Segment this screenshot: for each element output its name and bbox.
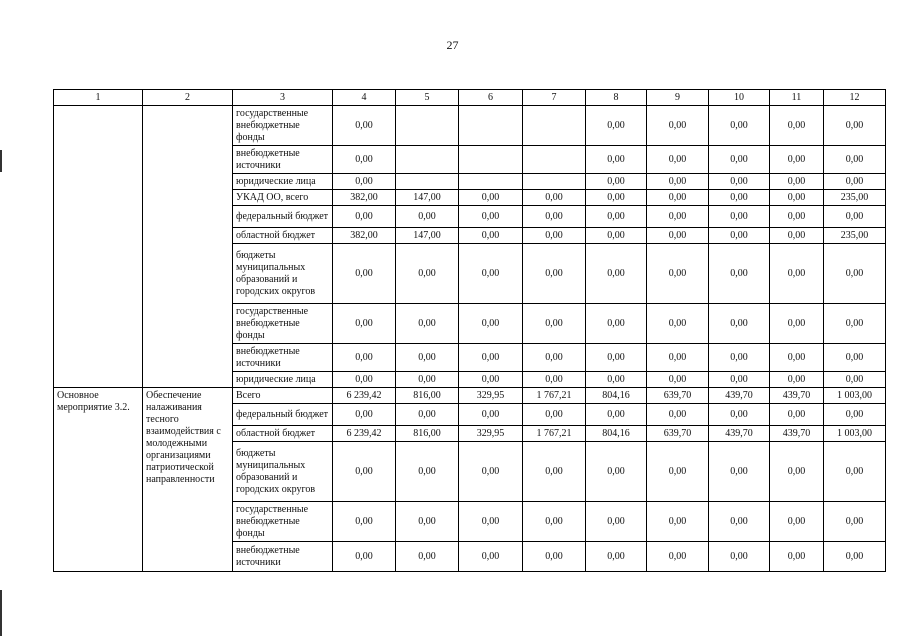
amount-cell: 0,00: [647, 174, 709, 190]
amount-cell: 0,00: [586, 442, 647, 502]
amount-cell: [523, 106, 586, 146]
amount-cell: 0,00: [647, 304, 709, 344]
amount-cell: [396, 174, 459, 190]
amount-cell: 0,00: [523, 542, 586, 572]
amount-cell: 0,00: [333, 206, 396, 228]
amount-cell: 0,00: [523, 372, 586, 388]
amount-cell: 0,00: [647, 344, 709, 372]
amount-cell: 0,00: [396, 442, 459, 502]
amount-cell: 0,00: [709, 228, 770, 244]
header-cell: 11: [770, 90, 824, 106]
amount-cell: 0,00: [523, 244, 586, 304]
amount-cell: 639,70: [647, 426, 709, 442]
amount-cell: 0,00: [770, 244, 824, 304]
amount-cell: 0,00: [396, 372, 459, 388]
amount-cell: 1 767,21: [523, 426, 586, 442]
funding-source-cell: государственные внебюджетные фонды: [233, 304, 333, 344]
amount-cell: 0,00: [709, 502, 770, 542]
amount-cell: 0,00: [709, 146, 770, 174]
amount-cell: 0,00: [333, 344, 396, 372]
amount-cell: 0,00: [770, 442, 824, 502]
amount-cell: [396, 146, 459, 174]
amount-cell: 0,00: [523, 304, 586, 344]
amount-cell: 0,00: [647, 106, 709, 146]
amount-cell: 0,00: [586, 502, 647, 542]
amount-cell: 0,00: [523, 442, 586, 502]
amount-cell: 0,00: [824, 206, 886, 228]
amount-cell: 0,00: [647, 404, 709, 426]
amount-cell: 0,00: [647, 228, 709, 244]
amount-cell: 0,00: [586, 304, 647, 344]
amount-cell: 0,00: [459, 502, 523, 542]
amount-cell: 0,00: [333, 146, 396, 174]
amount-cell: 0,00: [459, 542, 523, 572]
amount-cell: 6 239,42: [333, 388, 396, 404]
amount-cell: 0,00: [770, 344, 824, 372]
amount-cell: 0,00: [333, 404, 396, 426]
amount-cell: 1 003,00: [824, 388, 886, 404]
amount-cell: 0,00: [523, 228, 586, 244]
amount-cell: 0,00: [459, 244, 523, 304]
funding-source-cell: Всего: [233, 388, 333, 404]
header-cell: 12: [824, 90, 886, 106]
amount-cell: 0,00: [647, 542, 709, 572]
amount-cell: 0,00: [709, 190, 770, 206]
amount-cell: 804,16: [586, 388, 647, 404]
amount-cell: 0,00: [709, 106, 770, 146]
amount-cell: 0,00: [770, 542, 824, 572]
amount-cell: 0,00: [333, 502, 396, 542]
amount-cell: 235,00: [824, 190, 886, 206]
amount-cell: 0,00: [459, 442, 523, 502]
amount-cell: 0,00: [396, 304, 459, 344]
amount-cell: 0,00: [824, 244, 886, 304]
amount-cell: 0,00: [459, 372, 523, 388]
amount-cell: 0,00: [770, 206, 824, 228]
scan-edge-mark: [0, 590, 2, 636]
amount-cell: 439,70: [770, 426, 824, 442]
amount-cell: [459, 174, 523, 190]
funding-source-cell: федеральный бюджет: [233, 206, 333, 228]
amount-cell: 1 003,00: [824, 426, 886, 442]
amount-cell: 0,00: [586, 106, 647, 146]
page-number: 27: [446, 38, 459, 52]
amount-cell: 0,00: [647, 372, 709, 388]
amount-cell: 0,00: [396, 502, 459, 542]
header-row: [54, 90, 886, 106]
header-cell: 5: [396, 90, 459, 106]
amount-cell: 0,00: [824, 106, 886, 146]
amount-cell: 0,00: [824, 146, 886, 174]
amount-cell: 0,00: [770, 228, 824, 244]
header-cell: 8: [586, 90, 647, 106]
amount-cell: 0,00: [709, 206, 770, 228]
amount-cell: 0,00: [586, 344, 647, 372]
funding-source-cell: федеральный бюджет: [233, 404, 333, 426]
activity-description-cell: Обеспечение налаживания тесного взаимодействия с молодежными организациями патриотической направленности: [143, 388, 233, 572]
amount-cell: [459, 146, 523, 174]
amount-cell: 0,00: [647, 442, 709, 502]
amount-cell: 0,00: [586, 190, 647, 206]
amount-cell: [523, 146, 586, 174]
amount-cell: 382,00: [333, 228, 396, 244]
amount-cell: 0,00: [824, 542, 886, 572]
amount-cell: 0,00: [770, 502, 824, 542]
funding-source-cell: областной бюджет: [233, 426, 333, 442]
amount-cell: 0,00: [523, 502, 586, 542]
amount-cell: 439,70: [770, 388, 824, 404]
amount-cell: 6 239,42: [333, 426, 396, 442]
amount-cell: 0,00: [459, 404, 523, 426]
activity-description-cell-empty: [143, 106, 233, 388]
amount-cell: 0,00: [770, 304, 824, 344]
amount-cell: 0,00: [647, 206, 709, 228]
amount-cell: 0,00: [770, 106, 824, 146]
funding-source-cell: государственные внебюджетные фонды: [233, 106, 333, 146]
amount-cell: 0,00: [824, 304, 886, 344]
amount-cell: 439,70: [709, 388, 770, 404]
amount-cell: 0,00: [709, 174, 770, 190]
amount-cell: 0,00: [333, 244, 396, 304]
amount-cell: 0,00: [333, 174, 396, 190]
amount-cell: 0,00: [770, 146, 824, 174]
amount-cell: 0,00: [824, 404, 886, 426]
header-cell: 9: [647, 90, 709, 106]
amount-cell: 382,00: [333, 190, 396, 206]
amount-cell: 816,00: [396, 388, 459, 404]
amount-cell: 0,00: [586, 542, 647, 572]
amount-cell: [459, 106, 523, 146]
amount-cell: 439,70: [709, 426, 770, 442]
header-cell: 3: [233, 90, 333, 106]
amount-cell: 0,00: [396, 404, 459, 426]
activity-name-cell-empty: [54, 106, 143, 388]
amount-cell: 0,00: [333, 542, 396, 572]
amount-cell: 0,00: [709, 244, 770, 304]
amount-cell: 0,00: [824, 442, 886, 502]
amount-cell: 0,00: [523, 404, 586, 426]
header-cell: 6: [459, 90, 523, 106]
scan-edge-mark: [0, 150, 2, 172]
amount-cell: 0,00: [824, 174, 886, 190]
amount-cell: 0,00: [459, 344, 523, 372]
amount-cell: 0,00: [333, 106, 396, 146]
amount-cell: 0,00: [396, 244, 459, 304]
amount-cell: 0,00: [709, 372, 770, 388]
table-row: [54, 388, 886, 404]
header-cell: 10: [709, 90, 770, 106]
amount-cell: 0,00: [647, 502, 709, 542]
amount-cell: 639,70: [647, 388, 709, 404]
amount-cell: 0,00: [396, 206, 459, 228]
amount-cell: 0,00: [396, 344, 459, 372]
amount-cell: 0,00: [709, 442, 770, 502]
amount-cell: 0,00: [459, 206, 523, 228]
amount-cell: 0,00: [523, 206, 586, 228]
amount-cell: 0,00: [459, 304, 523, 344]
amount-cell: 329,95: [459, 426, 523, 442]
amount-cell: 0,00: [770, 404, 824, 426]
amount-cell: 0,00: [586, 244, 647, 304]
amount-cell: 0,00: [586, 372, 647, 388]
amount-cell: 0,00: [647, 244, 709, 304]
amount-cell: 0,00: [824, 372, 886, 388]
amount-cell: 147,00: [396, 228, 459, 244]
amount-cell: 0,00: [770, 174, 824, 190]
amount-cell: 0,00: [586, 206, 647, 228]
funding-source-cell: областной бюджет: [233, 228, 333, 244]
funding-source-cell: внебюджетные источники: [233, 146, 333, 174]
amount-cell: 0,00: [586, 228, 647, 244]
amount-cell: 0,00: [333, 442, 396, 502]
amount-cell: 0,00: [333, 372, 396, 388]
amount-cell: 0,00: [824, 502, 886, 542]
amount-cell: 0,00: [523, 190, 586, 206]
amount-cell: 0,00: [770, 190, 824, 206]
amount-cell: 0,00: [459, 190, 523, 206]
header-cell: 1: [54, 90, 143, 106]
header-cell: 2: [143, 90, 233, 106]
amount-cell: 0,00: [647, 190, 709, 206]
amount-cell: 0,00: [709, 404, 770, 426]
amount-cell: 0,00: [709, 344, 770, 372]
amount-cell: 329,95: [459, 388, 523, 404]
budget-table: [53, 89, 886, 572]
header-cell: 7: [523, 90, 586, 106]
funding-source-cell: юридические лица: [233, 174, 333, 190]
amount-cell: 0,00: [586, 404, 647, 426]
amount-cell: 0,00: [709, 304, 770, 344]
funding-source-cell: УКАД ОО, всего: [233, 190, 333, 206]
amount-cell: 235,00: [824, 228, 886, 244]
funding-source-cell: внебюджетные источники: [233, 542, 333, 572]
amount-cell: 0,00: [459, 228, 523, 244]
amount-cell: 0,00: [333, 304, 396, 344]
amount-cell: 0,00: [586, 146, 647, 174]
table-row: [54, 106, 886, 146]
amount-cell: 147,00: [396, 190, 459, 206]
amount-cell: [396, 106, 459, 146]
funding-source-cell: юридические лица: [233, 372, 333, 388]
header-cell: 4: [333, 90, 396, 106]
amount-cell: 1 767,21: [523, 388, 586, 404]
amount-cell: 0,00: [647, 146, 709, 174]
amount-cell: 816,00: [396, 426, 459, 442]
funding-source-cell: бюджеты муниципальных образований и городских округов: [233, 442, 333, 502]
activity-name-cell: Основное мероприятие 3.2.: [54, 388, 143, 572]
amount-cell: [523, 174, 586, 190]
amount-cell: 0,00: [523, 344, 586, 372]
amount-cell: 0,00: [770, 372, 824, 388]
amount-cell: 0,00: [824, 344, 886, 372]
funding-source-cell: бюджеты муниципальных образований и городских округов: [233, 244, 333, 304]
amount-cell: 0,00: [709, 542, 770, 572]
amount-cell: 0,00: [586, 174, 647, 190]
funding-source-cell: государственные внебюджетные фонды: [233, 502, 333, 542]
funding-source-cell: внебюджетные источники: [233, 344, 333, 372]
amount-cell: 804,16: [586, 426, 647, 442]
amount-cell: 0,00: [396, 542, 459, 572]
